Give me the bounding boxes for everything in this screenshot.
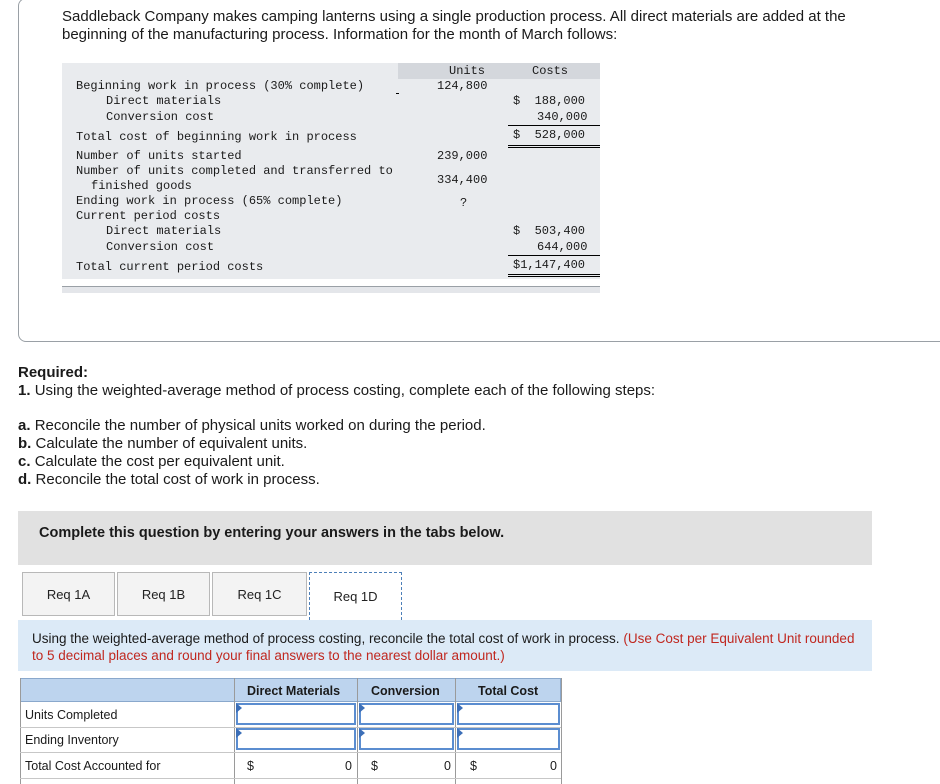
row-started: Number of units started	[76, 149, 242, 163]
row-beg-wip: Beginning work in process (30% complete)	[76, 79, 365, 93]
row-completed: Number of units completed and transferred to	[76, 164, 393, 178]
cur-cc-cost: 644,000	[537, 240, 588, 254]
instruction-note: (Use Cost per Equivalent Unit rounded to 5 decimal places and round your final answers to the nearest dollar amount.)	[32, 631, 855, 663]
row-completed-cont: finished goods	[91, 179, 192, 193]
units-completed-dm-input[interactable]	[236, 703, 356, 725]
dm-cost: $ 188,000	[513, 94, 586, 108]
cur-dm-cost: $ 503,400	[513, 224, 586, 238]
tab-req-1a[interactable]: Req 1A	[22, 572, 115, 616]
data-table-header	[398, 63, 600, 79]
units-completed-conv-input[interactable]	[359, 703, 454, 725]
beg-wip-units: 124,800	[437, 79, 488, 93]
problem-intro: Saddleback Company makes camping lanterns using a single production process. All direct materials are added at the beginning of the manufacturing process. Information for the month of March follows:	[62, 8, 846, 43]
tab-req-1d[interactable]: Req 1D	[309, 572, 402, 620]
required-num: 1.	[18, 382, 31, 399]
row-units-completed: Units Completed	[25, 708, 118, 722]
table-footer	[62, 286, 600, 293]
total-cost-value: 0	[550, 759, 557, 773]
total-dm-value: 0	[345, 759, 352, 773]
total-cur-cost: $1,147,400	[513, 258, 586, 272]
completed-units: 334,400	[437, 173, 488, 187]
row-end-wip: Ending work in process (65% complete)	[76, 194, 343, 208]
cc-cost: 340,000	[537, 110, 588, 124]
end-wip-units: ?	[460, 196, 468, 210]
row-dm: Direct materials	[106, 94, 222, 108]
tab-req-1b[interactable]: Req 1B	[117, 572, 210, 616]
total-conv-value: 0	[444, 759, 451, 773]
row-cur-dm: Direct materials	[106, 224, 222, 238]
row-total-beg: Total cost of beginning work in process	[76, 130, 357, 144]
col-units-header: Units	[449, 64, 486, 78]
step-b: b. Calculate the number of equivalent units.	[18, 435, 308, 452]
banner-text: Complete this question by entering your answers in the tabs below.	[39, 525, 505, 541]
required-line1: Using the weighted-average method of process costing, complete each of the following steps:	[34, 382, 656, 399]
col-costs-header: Costs	[532, 64, 569, 78]
step-a: a. Reconcile the number of physical units worked on during the period.	[18, 417, 486, 434]
col-conversion: Conversion	[371, 684, 440, 698]
steps-list	[18, 417, 486, 489]
row-total-cur: Total current period costs	[76, 260, 264, 274]
step-d: d. Reconcile the total cost of work in process.	[18, 471, 320, 488]
required-label: Required:	[18, 364, 89, 381]
total-dm-currency: $	[247, 759, 254, 773]
instruction-text	[32, 630, 862, 664]
ending-inv-conv-input[interactable]	[359, 728, 454, 750]
row-cur-cc: Conversion cost	[106, 240, 215, 254]
col-direct-materials: Direct Materials	[247, 684, 341, 698]
row-cc: Conversion cost	[106, 110, 215, 124]
tab-req-1c[interactable]: Req 1C	[212, 572, 307, 616]
row-current: Current period costs	[76, 209, 221, 223]
col-total-cost: Total Cost	[478, 684, 539, 698]
total-cost-currency: $	[470, 759, 477, 773]
row-total-accounted: Total Cost Accounted for	[25, 759, 161, 773]
units-completed-total-input[interactable]	[457, 703, 560, 725]
row-ending-inventory: Ending Inventory	[25, 733, 119, 747]
ending-inv-total-input[interactable]	[457, 728, 560, 750]
ending-inv-dm-input[interactable]	[236, 728, 356, 750]
total-conv-currency: $	[371, 759, 378, 773]
started-units: 239,000	[437, 149, 488, 163]
instruction-main: Using the weighted-average method of process costing, reconcile the total cost of work in process.	[32, 631, 620, 646]
total-beg-cost: $ 528,000	[513, 128, 586, 142]
step-c: c. Calculate the cost per equivalent unit.	[18, 453, 285, 470]
required-block	[18, 364, 655, 400]
